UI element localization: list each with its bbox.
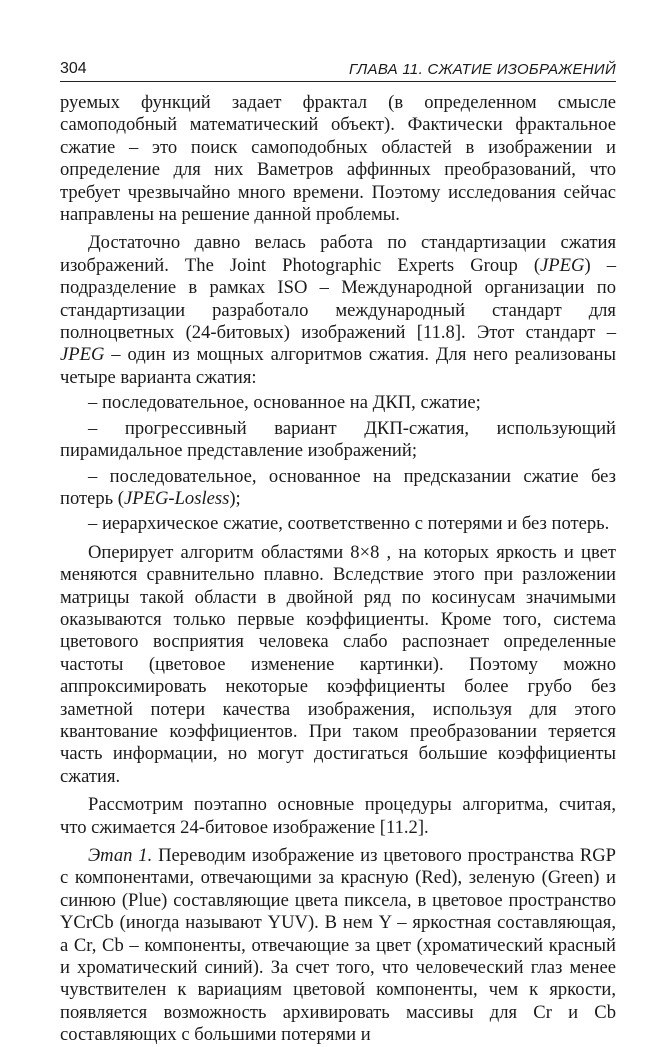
jpeg-losless-term: JPEG-Losless bbox=[124, 487, 230, 509]
paragraph-continued: руемых функций задает фрактал (в определенном смысле самоподобный математический объект). Фактически фрактальное сжатие – это поиск самоподобных областей в изображении и определение для них Ваметров аффинных преобразований, что требует чрезвычайно много времени. Поэтому исследования сейчас направлены на решение данной проблемы. bbox=[60, 92, 616, 226]
list-item bbox=[60, 466, 616, 511]
running-header bbox=[60, 54, 616, 82]
paragraph-jpeg-standard bbox=[60, 232, 616, 389]
page-body bbox=[60, 92, 616, 1047]
stage-label: Этап 1. bbox=[88, 845, 153, 866]
paragraph-procedures: Рассмотрим поэтапно основные процедуры алгоритма, считая, что сжимается 24-битовое изображение [11.2]. bbox=[60, 794, 616, 838]
text-run: – один из мощных алгоритмов сжатия. Для него реализованы четыре варианта сжатия: bbox=[60, 344, 616, 388]
text-run: – последовательное, основанное на предсказании сжатие без потерь ( bbox=[60, 465, 616, 509]
paragraph-stage-1 bbox=[60, 845, 616, 1047]
text-run: ); bbox=[229, 487, 241, 509]
jpeg-term: JPEG bbox=[60, 344, 105, 366]
list-item: – иерархическое сжатие, соответственно с потерями и без потерь. bbox=[88, 513, 610, 535]
paragraph-algorithm: Оперирует алгоритм областями 8×8 , на которых яркость и цвет меняются сравнительно плавно. Вследствие этого при разложении матрицы такой области в двойной ряд по косинусам значимыми оказываются только первые коэффициенты. Кроме того, система цветового восприятия человека слабо распознает определенные частоты (цветовое изменение картинки). Поэтому можно аппроксимировать некоторые коэффициенты более грубо без заметной потери качества изображения, используя для этого квантование коэффициентов. При таком преобразовании теряется часть информации, но могут достигаться большие коэффициенты сжатия. bbox=[60, 541, 616, 787]
text-run: Переводим изображение из цветового пространства RGP с компонентами, отвечающими за красную (Red), зеленую (Green) и синюю (Plue) составляющие цвета пиксела, в цветовое пространство YCrCb (иногда называют YUV). В нем Y – яркостная составляющая, а Cr, Cb – компоненты, отвечающие за цвет (хроматический красный и хроматический синий). За счет того, что человеческий глаз менее чувствителен к вариациям цветовой компоненты, чем к яркости, появляется возможность архивировать массивы для Cr и Cb составляющих с большими потерями и bbox=[60, 845, 616, 1046]
jpeg-term: JPEG bbox=[540, 254, 585, 276]
text-run: Достаточно давно велась работа по стандартизации сжатия изображений. The Joint Photographic Experts Group ( bbox=[60, 232, 616, 276]
list-item: – последовательное, основанное на ДКП, сжатие; bbox=[88, 392, 481, 414]
list-item: – прогрессивный вариант ДКП-сжатия, использующий пирамидальное представление изображений; bbox=[60, 417, 616, 462]
page-number: 304 bbox=[60, 60, 87, 77]
chapter-title: ГЛАВА 11. СЖАТИЕ ИЗОБРАЖЕНИЙ bbox=[348, 61, 616, 78]
text-run: ) – подразделение в рамках ISO – Международной организации по стандартизации разработало международный стандарт для полноцветных (24-битовых) изображений [11.8]. Этот стандарт – bbox=[60, 254, 617, 344]
